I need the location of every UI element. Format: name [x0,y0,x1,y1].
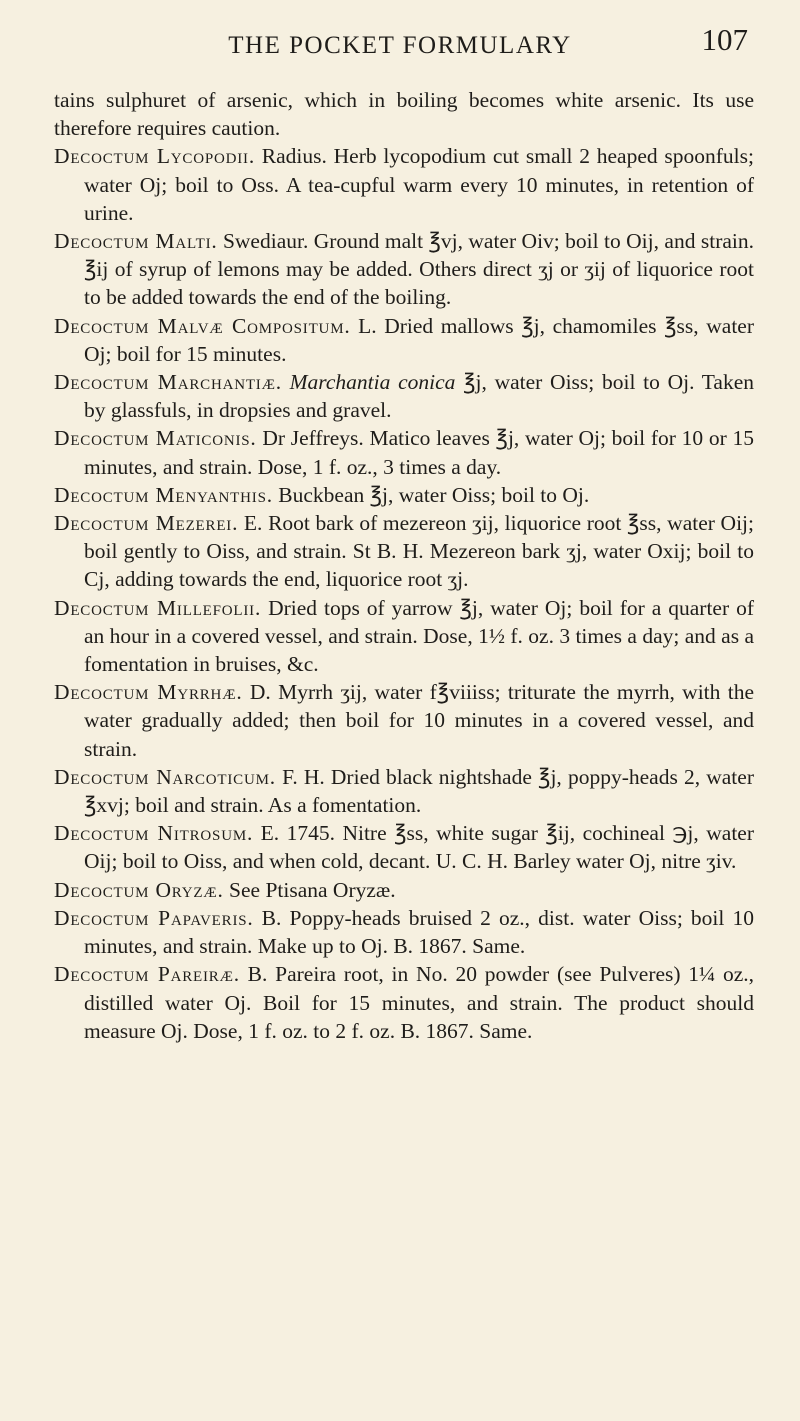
entry-heading: Decoctum Narcoticum. [54,764,276,789]
entry-decoctum-narcoticum [54,763,754,819]
entry-text: Swediaur. Ground malt ℥vj, water Oiv; boil to Oij, and strain. ℥ij of syrup of lemons may be added. Others direct ʒj or ʒij of liquorice root to be added towards the end of the boiling. [84,229,754,310]
entry-italic-species: Marchantia conica [289,370,456,395]
entry-heading: Decoctum Mezerei. [54,511,239,536]
entry-decoctum-oryzae [54,876,754,904]
entry-heading: Decoctum Maticonis. [54,426,257,451]
entry-decoctum-papaveris [54,904,754,960]
entry-text: L. Dried mallows ℥j, chamomiles ℥ss, water Oj; boil for 15 minutes. [84,313,754,366]
entry-heading: Decoctum Millefolii. [54,595,262,620]
entry-text: See Ptisana Oryzæ. [223,877,396,902]
running-head [52,18,748,58]
entry-text: Dried tops of yarrow ℥j, water Oj; boil for a quarter of an hour in a covered vessel, and strain. Dose, 1½ f. oz. 3 times a day; and as a fomentation in bruises, &c. [84,595,754,677]
entry-heading: Decoctum Oryzæ. [54,877,224,902]
entry-text: Buckbean ℥j, water Oiss; boil to Oj. [272,482,590,507]
entry-decoctum-malvae-compositum [54,312,754,368]
formulary-entries [54,86,754,1045]
entry-heading: Decoctum Pareiræ. [54,962,240,987]
entry-decoctum-myrrhae [54,678,754,763]
entry-spacer [282,370,290,394]
entry-heading: Decoctum Lycopodii. [54,144,256,169]
page-number: 107 [701,22,748,57]
entry-text: B. Poppy-heads bruised 2 oz., dist. water Oiss; boil 10 minutes, and strain. Make up to Oj. B. 1867. Same. [84,905,754,959]
entry-decoctum-lycopodii [54,142,754,227]
entry-heading: Decoctum Menyanthis. [54,482,273,507]
entry-heading: Decoctum Myrrhæ. [54,680,243,705]
entry-decoctum-menyanthis [54,481,754,509]
entry-decoctum-malti [54,227,754,312]
entry-text: Radius. Herb lycopodium cut small 2 heaped spoonfuls; water Oj; boil to Oss. A tea-cupful warm every 10 minutes, in retention of urine. [84,144,754,225]
entry-text: E. Root bark of mezereon ʒij, liquorice root ℥ss, water Oij; boil gently to Oiss, and strain. St B. H. Mezereon bark ʒj, water Oxij; boil to Cj, adding towards the end, liquorice root ʒj. [84,511,755,592]
entry-heading: Decoctum Marchantiæ. [54,370,282,395]
entry-decoctum-marchantiae [54,368,754,424]
entry-heading: Decoctum Malvæ Compositum. [54,313,351,338]
entry-text: D. Myrrh ʒij, water f℥viiiss; triturate the myrrh, with the water gradually added; then boil for 10 minutes in a covered vessel, and strain. [84,680,754,761]
entry-text: E. 1745. Nitre ℥ss, white sugar ℥ij, cochineal ℈j, water Oij; boil to Oiss, and when cold, decant. U. C. H. Barley water Oj, nitre ʒiv. [84,821,754,874]
entry-decoctum-maticonis [54,424,754,480]
entry-text: B. Pareira root, in No. 20 powder (see Pulveres) 1¼ oz., distilled water Oj. Boil for 15 minutes, and strain. The product should measure Oj. Dose, 1 f. oz. to 2 f. oz. B. 1867. Same. [84,962,754,1043]
running-title: THE POCKET FORMULARY [228,32,572,59]
entry-continuation [54,86,754,142]
entry-decoctum-millefolii [54,594,754,679]
entry-heading: Decoctum Papaveris. [54,905,254,930]
entry-heading: Decoctum Nitrosum. [54,821,254,846]
entry-text: F. H. Dried black nightshade ℥j, poppy-heads 2, water ℥xvj; boil and strain. As a fomentation. [84,764,754,818]
entry-text: tains sulphuret of arsenic, which in boiling becomes white arsenic. Its use therefore requires caution. [54,88,754,141]
entry-text: Dr Jeffreys. Matico leaves ℥j, water Oj; boil for 10 or 15 minutes, and strain. Dose, 1 f. oz., 3 times a day. [84,426,754,479]
entry-decoctum-pareirae [54,960,754,1045]
entry-decoctum-nitrosum [54,819,754,875]
entry-heading: Decoctum Malti. [54,229,218,254]
entry-decoctum-mezerei [54,509,754,594]
entry-text: ℥j, water Oiss; boil to Oj. Taken by glassfuls, in dropsies and gravel. [84,370,754,423]
